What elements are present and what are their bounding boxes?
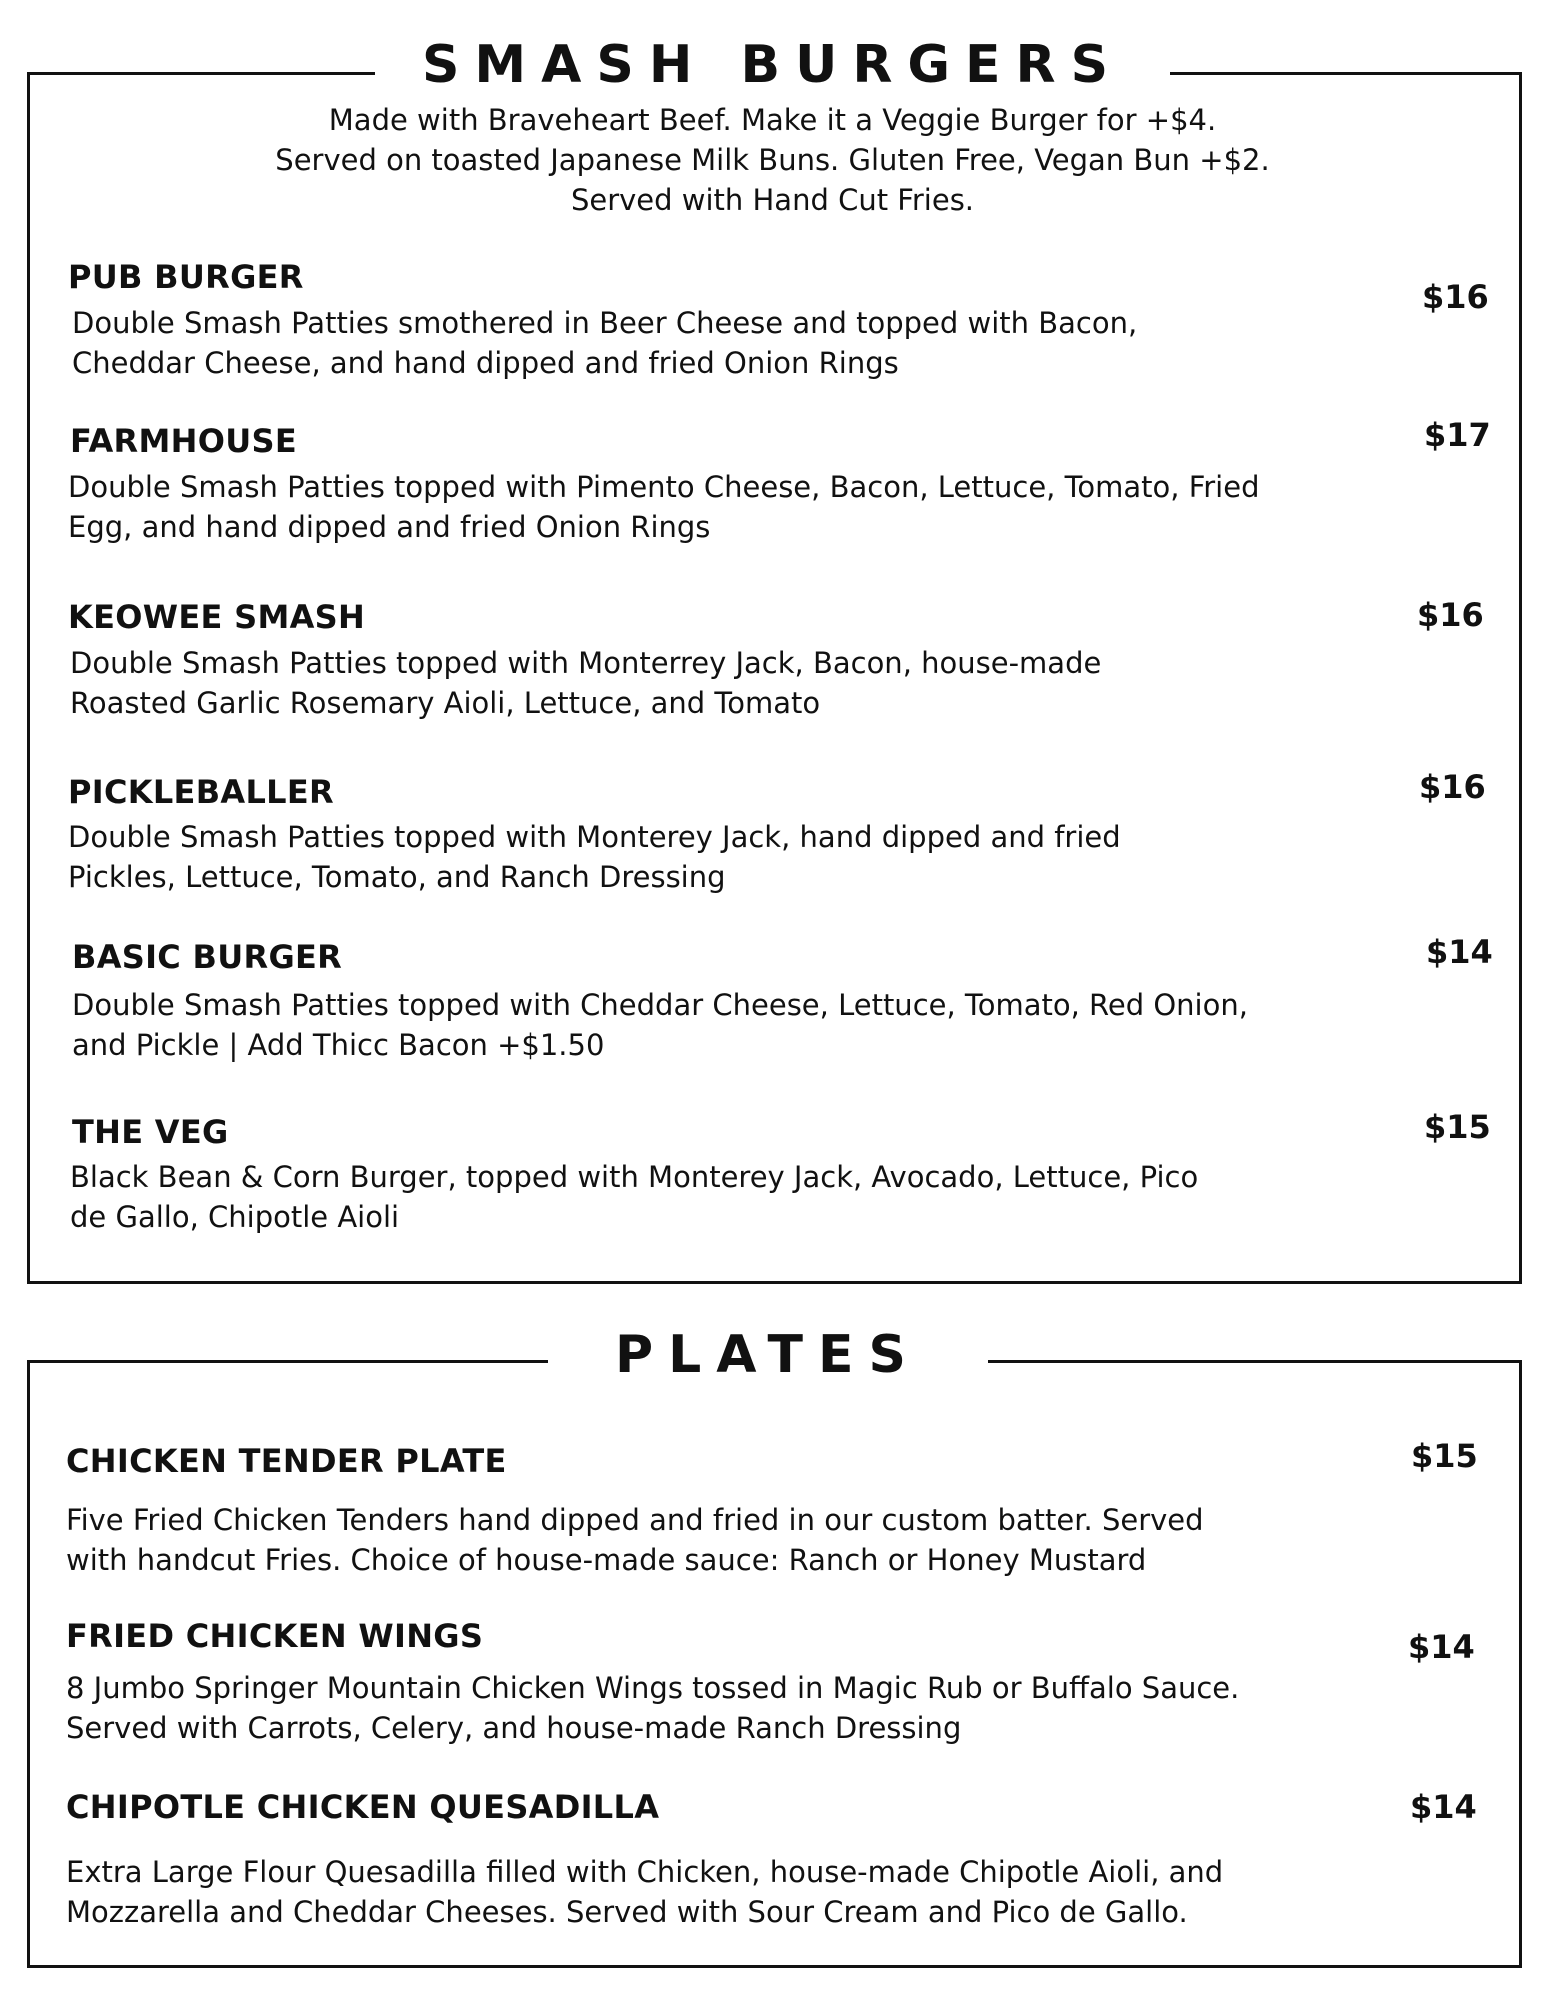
menu-item-description: Double Smash Patties smothered in Beer Cheese and topped with Bacon, <box>72 306 1138 340</box>
menu-item-description: Double Smash Patties topped with Cheddar Cheese, Lettuce, Tomato, Red Onion, <box>72 988 1248 1022</box>
menu-item-price: $16 <box>1419 768 1486 806</box>
menu-item-description: 8 Jumbo Springer Mountain Chicken Wings tossed in Magic Rub or Buffalo Sauce. <box>66 1671 1240 1705</box>
menu-item-description: Roasted Garlic Rosemary Aioli, Lettuce, and Tomato <box>70 686 821 720</box>
menu-item-description: Black Bean & Corn Burger, topped with Monterey Jack, Avocado, Lettuce, Pico <box>70 1160 1199 1194</box>
menu-item-description: and Pickle | Add Thicc Bacon +$1.50 <box>72 1028 605 1062</box>
menu-item-price: $16 <box>1422 278 1489 316</box>
menu-item-name: PUB BURGER <box>68 258 304 296</box>
menu-item-price: $14 <box>1426 933 1493 971</box>
menu-item-name: CHIPOTLE CHICKEN QUESADILLA <box>66 1788 660 1826</box>
menu-item-description: de Gallo, Chipotle Aioli <box>70 1200 400 1234</box>
menu-item-description: with handcut Fries. Choice of house-made sauce: Ranch or Honey Mustard <box>66 1543 1147 1577</box>
menu-item-name: THE VEG <box>72 1113 229 1151</box>
menu-item-name: BASIC BURGER <box>72 938 343 976</box>
menu-item-description: Pickles, Lettuce, Tomato, and Ranch Dressing <box>68 860 726 894</box>
menu-item-description: Double Smash Patties topped with Monterey Jack, hand dipped and fried <box>68 820 1121 854</box>
menu-item-description: Five Fried Chicken Tenders hand dipped and fried in our custom batter. Served <box>66 1503 1204 1537</box>
burgers-intro-line-1: Made with Braveheart Beef. Make it a Veggie Burger for +$4. <box>328 103 1217 137</box>
menu-item-description: Double Smash Patties topped with Monterrey Jack, Bacon, house-made <box>70 646 1102 680</box>
menu-item-name: KEOWEE SMASH <box>68 598 366 636</box>
menu-item-price: $16 <box>1417 596 1484 634</box>
menu-item-description: Mozzarella and Cheddar Cheeses. Served with Sour Cream and Pico de Gallo. <box>66 1895 1188 1929</box>
burgers-intro-line-2: Served on toasted Japanese Milk Buns. Gluten Free, Vegan Bun +$2. <box>275 143 1270 177</box>
menu-item-description: Egg, and hand dipped and fried Onion Rings <box>68 510 711 544</box>
menu-item-name: CHICKEN TENDER PLATE <box>66 1442 507 1480</box>
burgers-intro-line-3: Served with Hand Cut Fries. <box>570 183 975 217</box>
menu-item-name: FRIED CHICKEN WINGS <box>66 1617 484 1655</box>
menu-item-name: PICKLEBALLER <box>68 773 334 811</box>
menu-item-price: $17 <box>1424 416 1491 454</box>
menu-item-description: Served with Carrots, Celery, and house-made Ranch Dressing <box>66 1711 962 1745</box>
menu-item-description: Extra Large Flour Quesadilla filled with Chicken, house-made Chipotle Aioli, and <box>66 1855 1224 1889</box>
menu-item-description: Cheddar Cheese, and hand dipped and fried Onion Rings <box>72 346 899 380</box>
burgers-section-title: SMASH BURGERS <box>375 30 1170 100</box>
menu-item-price: $15 <box>1424 1108 1491 1146</box>
menu-item-price: $14 <box>1408 1628 1475 1666</box>
menu-item-price: $15 <box>1411 1437 1478 1475</box>
plates-section-title: PLATES <box>548 1320 988 1390</box>
menu-item-price: $14 <box>1410 1788 1477 1826</box>
menu-item-name: FARMHOUSE <box>70 422 298 460</box>
menu-item-description: Double Smash Patties topped with Pimento Cheese, Bacon, Lettuce, Tomato, Fried <box>68 470 1260 504</box>
